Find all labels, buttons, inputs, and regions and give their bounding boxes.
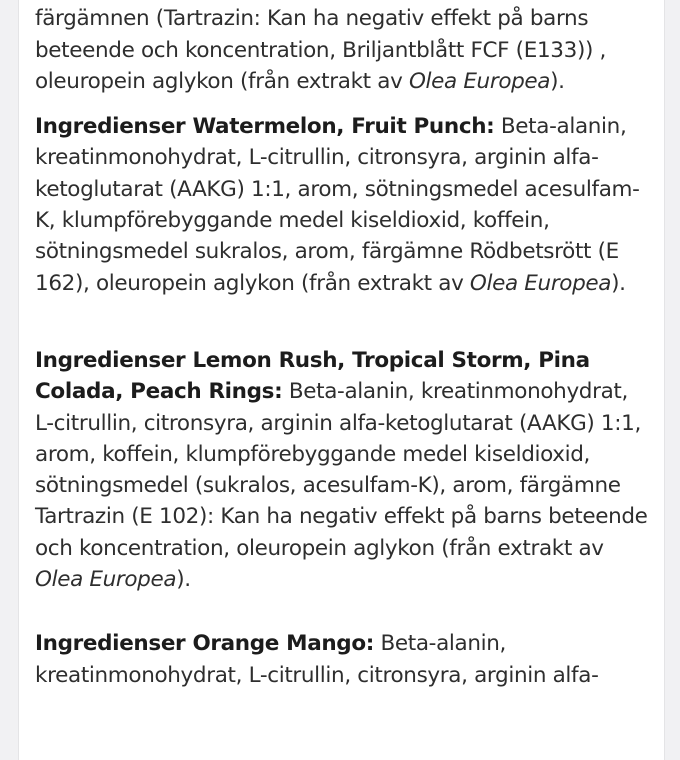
ingredients-paragraph-orange-mango — [35, 628, 650, 691]
paragraph-text: Beta-alanin, kreatinmonohydrat, L-citrullin, citronsyra, arginin alfa-ketoglutarat (AAKG) 1:1, arom, sötningsmedel acesulfam-K, klumpförebyggande medel kiseldioxid, koffein, sötningsmedel sukralos, arom, färgämne Rödbetsrött (E 162), oleuropein aglykon (från extrakt av — [35, 114, 640, 296]
latin-name: Olea Europea — [469, 270, 612, 296]
paragraph-text: Beta-alanin, kreatinmonohydrat, L-citrullin, citronsyra, arginin alfa- — [35, 631, 599, 688]
paragraph-text: ). — [611, 270, 626, 296]
ingredients-paragraph-partial — [35, 0, 650, 97]
paragraph-text: färgämnen (Tartrazin: Kan ha negativ effekt på barns beteende och koncentration, Briljantblått FCF (E133)) , oleuropein aglykon (från extrakt av — [35, 6, 606, 94]
ingredients-paragraph-watermelon — [35, 111, 650, 299]
latin-name: Olea Europea — [408, 68, 551, 94]
ingredients-heading: Ingredienser Orange Mango: — [35, 631, 375, 657]
ingredients-text — [35, 0, 650, 691]
ingredients-heading: Ingredienser Watermelon, Fruit Punch: — [35, 114, 495, 140]
paragraph-text: Beta-alanin, kreatinmonohydrat, L-citrullin, citronsyra, arginin alfa-ketoglutarat (AAKG) 1:1, arom, koffein, klumpförebyggande medel kiseldioxid, sötningsmedel (sukralos, acesulfam-K), arom, färgämne Tartrazin (E 102): Kan ha negativ effekt på barns beteende och koncentration, oleuropein aglykon (från extrakt av — [35, 379, 648, 561]
ingredients-paragraph-lemon-rush — [35, 345, 650, 595]
paragraph-text: ). — [176, 567, 191, 593]
ingredients-heading: Ingredienser Lemon Rush, Tropical Storm, Pina Colada, Peach Rings: — [35, 347, 590, 405]
latin-name: Olea Europea — [35, 567, 177, 593]
paragraph-text: ). — [550, 68, 565, 94]
